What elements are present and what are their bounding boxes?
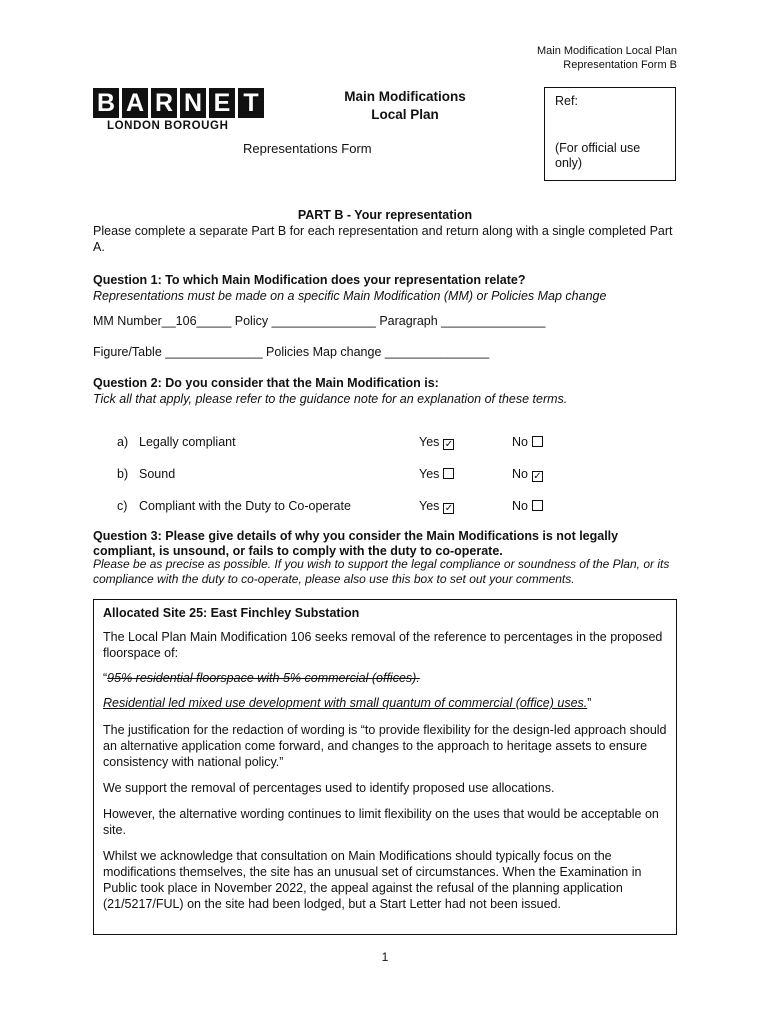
part-b-heading: PART B - Your representation	[297, 208, 473, 222]
new-wording	[103, 695, 669, 711]
row-letter: c)	[117, 499, 128, 513]
no-checkbox[interactable]	[532, 436, 543, 447]
header-line1: Main Modification Local Plan	[536, 45, 677, 57]
open-quote: “	[103, 671, 108, 685]
no-label: No	[512, 499, 528, 513]
q3-heading: Question 3: Please give details of why you consider the Main Modifications is not legally compliant, is unsound, or fails to comply with the duty to co-operate.	[93, 529, 619, 558]
yes-checkbox[interactable]: ✓	[444, 503, 454, 514]
yes-label: Yes	[419, 499, 440, 513]
q2-heading: Question 2: Do you consider that the Main Modification is:	[93, 376, 439, 390]
row-label: Sound	[139, 467, 176, 481]
row-label: Compliant with the Duty to Co-operate	[139, 499, 351, 513]
site-heading: Allocated Site 25: East Finchley Substation	[103, 606, 360, 620]
logo-letter: E	[209, 88, 235, 118]
q1-mm-line[interactable]: MM Number__106_____ Policy _______________ Paragraph _______________	[93, 314, 546, 328]
q1-heading: Question 1: To which Main Modification does your representation relate?	[93, 273, 526, 287]
logo-letter: R	[151, 88, 177, 118]
q2-subtext: Tick all that apply, please refer to the guidance note for an explanation of these terms.	[93, 392, 568, 406]
yes-checkbox[interactable]: ✓	[444, 439, 454, 450]
no-checkbox[interactable]: ✓	[533, 471, 542, 482]
struck-text: 95% residential floorspace with 5% commercial (offices).	[107, 671, 420, 685]
yes-checkbox[interactable]	[443, 468, 454, 479]
comment-paragraph: Whilst we acknowledge that consultation on Main Modifications should typically focus on the modifications themselves, the site has an unusual set of circumstances. When the Examination in Public took place in November 2022, the appeal against the refusal of the planning application (21/5217/FUL) on the site had been lodged, but a Start Letter had not been issued.	[103, 849, 642, 911]
no-label: No	[512, 467, 528, 481]
comment-paragraph: The Local Plan Main Modification 106 seeks removal of the reference to percentages in the proposed floorspace of:	[103, 630, 663, 660]
q3-subtext: Please be as precise as possible. If you wish to support the legal compliance or soundness of the Plan, or its compliance with the duty to co-operate, please also use this box to set out your comments.	[93, 557, 670, 586]
underlined-text: Residential led mixed use development with small quantum of commercial (office) uses.	[103, 696, 588, 710]
header-line2: Representation Form B	[563, 59, 677, 71]
form-subtitle: Representations Form	[243, 141, 372, 156]
yes-label: Yes	[419, 435, 440, 449]
comment-paragraph: We support the removal of percentages used to identify proposed use allocations.	[103, 781, 555, 795]
logo-letter: T	[238, 88, 264, 118]
title-line2: Local Plan	[371, 107, 439, 122]
q1-subtext: Representations must be made on a specific Main Modification (MM) or Policies Map change	[93, 289, 607, 303]
logo-letters	[93, 88, 264, 118]
no-option[interactable]	[512, 498, 543, 514]
page-number: 1	[381, 950, 389, 964]
comment-box[interactable]	[93, 599, 677, 935]
no-option[interactable]	[512, 434, 543, 450]
close-quote: ”	[587, 696, 592, 710]
no-option[interactable]	[512, 466, 543, 482]
header-note	[537, 44, 677, 72]
document-title	[305, 88, 505, 124]
barnet-logo	[93, 88, 264, 132]
row-label: Legally compliant	[139, 435, 236, 449]
ref-box	[544, 87, 676, 181]
title-line1: Main Modifications	[344, 89, 466, 104]
comment-paragraph: However, the alternative wording continues to limit flexibility on the uses that would be acceptable on site.	[103, 807, 659, 837]
row-letter: a)	[117, 435, 129, 449]
part-b-instruction: Please complete a separate Part B for each representation and return along with a single completed Part A.	[93, 224, 673, 254]
row-letter: b)	[117, 467, 129, 481]
yes-option[interactable]	[419, 434, 454, 450]
no-checkbox[interactable]	[532, 500, 543, 511]
yes-option[interactable]	[419, 466, 454, 482]
official-use-note: (For official use only)	[555, 141, 641, 170]
logo-letter: A	[122, 88, 148, 118]
ref-label: Ref:	[555, 94, 578, 108]
yes-option[interactable]	[419, 498, 454, 514]
logo-subtitle: LONDON BOROUGH	[107, 120, 229, 132]
yes-label: Yes	[419, 467, 440, 481]
no-label: No	[512, 435, 528, 449]
comment-paragraph: The justification for the redaction of wording is “to provide flexibility for the design-led approach should an alternative application come forward, and changes to the approach to heritage assets to ensure consistency with national policy.”	[103, 723, 667, 769]
q1-figure-line[interactable]: Figure/Table ______________ Policies Map change _______________	[93, 345, 490, 359]
logo-letter: B	[93, 88, 119, 118]
struck-wording	[103, 670, 669, 686]
logo-letter: N	[180, 88, 206, 118]
